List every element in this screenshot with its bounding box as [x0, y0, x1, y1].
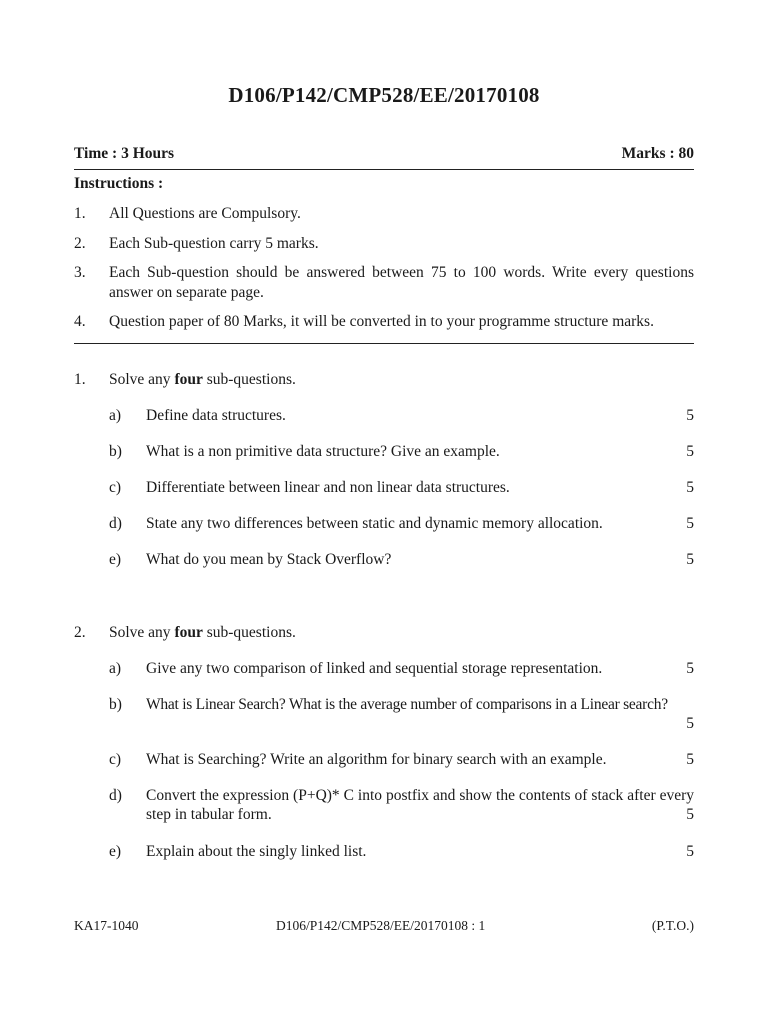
question-emphasis: four — [174, 624, 203, 641]
header-divider — [74, 169, 694, 170]
sub-question-text: What do you mean by Stack Overflow? — [146, 551, 392, 568]
instruction-number: 3. — [74, 264, 86, 281]
sub-question-marks: 5 — [686, 806, 694, 823]
instructions-heading: Instructions : — [74, 175, 164, 192]
question-suffix: sub-questions. — [202, 371, 296, 388]
sub-question-text: Explain about the singly linked list. — [146, 843, 367, 860]
sub-question-text: State any two differences between static and dynamic memory allocation. — [146, 515, 603, 532]
sub-question-marks: 5 — [686, 407, 694, 424]
instruction-number: 4. — [74, 313, 86, 330]
footer-paper-code: KA17-1040 — [74, 918, 139, 933]
sub-question-text: What is Searching? Write an algorithm for binary search with an example. — [146, 751, 607, 768]
sub-question-marks: 5 — [686, 751, 694, 768]
instructions-divider — [74, 343, 694, 344]
sub-question-marks: 5 — [686, 443, 694, 460]
sub-question-marks: 5 — [686, 843, 694, 860]
time-allowed: Time : 3 Hours — [74, 145, 175, 162]
paper-code-title: D106/P142/CMP528/EE/20170108 — [228, 83, 540, 107]
question-number: 1. — [74, 371, 86, 388]
sub-question-text: Give any two comparison of linked and sequential storage representation. — [146, 660, 603, 677]
sub-question-text: Convert the expression (P+Q)* C into postfix and show the contents of stack after every step in tabular form. — [146, 787, 694, 823]
sub-question-text: Differentiate between linear and non linear data structures. — [146, 479, 510, 496]
sub-question-text: What is Linear Search? What is the average number of comparisons in a Linear search? — [146, 696, 668, 713]
question-suffix: sub-questions. — [202, 624, 296, 641]
instruction-number: 1. — [74, 205, 86, 222]
question-number: 2. — [74, 624, 86, 641]
footer-page-number: D106/P142/CMP528/EE/20170108 : 1 — [276, 918, 486, 933]
sub-question-label: b) — [109, 696, 122, 713]
sub-question-label: d) — [109, 515, 122, 532]
sub-question-text: Define data structures. — [146, 407, 286, 424]
question-prefix: Solve any — [109, 371, 175, 388]
instruction-text: Question paper of 80 Marks, it will be converted in to your programme structure marks. — [109, 313, 654, 330]
instruction-number: 2. — [74, 235, 86, 252]
question-emphasis: four — [174, 371, 203, 388]
footer-pto: (P.T.O.) — [651, 918, 694, 933]
instruction-text: All Questions are Compulsory. — [109, 205, 301, 222]
sub-question-label: b) — [109, 443, 122, 460]
sub-question-label: e) — [109, 843, 122, 860]
sub-question-marks: 5 — [686, 515, 694, 532]
total-marks: Marks : 80 — [621, 145, 694, 162]
sub-question-marks: 5 — [686, 479, 694, 496]
sub-question-marks: 5 — [686, 715, 694, 732]
instruction-text: Each Sub-question should be answered between 75 to 100 words. Write every questions answer on separate page. — [109, 264, 694, 301]
sub-question-label: e) — [109, 551, 122, 568]
sub-question-label: a) — [109, 407, 122, 424]
sub-question-label: a) — [109, 660, 122, 677]
sub-question-label: d) — [109, 787, 122, 804]
sub-question-text: What is a non primitive data structure? Give an example. — [146, 443, 500, 460]
question-prefix: Solve any — [109, 624, 175, 641]
question-instruction — [109, 370, 296, 390]
sub-question-marks: 5 — [686, 660, 694, 677]
sub-question-marks: 5 — [686, 551, 694, 568]
sub-question-label: c) — [109, 479, 122, 496]
question-instruction — [109, 623, 296, 643]
sub-question-label: c) — [109, 751, 122, 768]
instruction-text: Each Sub-question carry 5 marks. — [109, 235, 319, 252]
